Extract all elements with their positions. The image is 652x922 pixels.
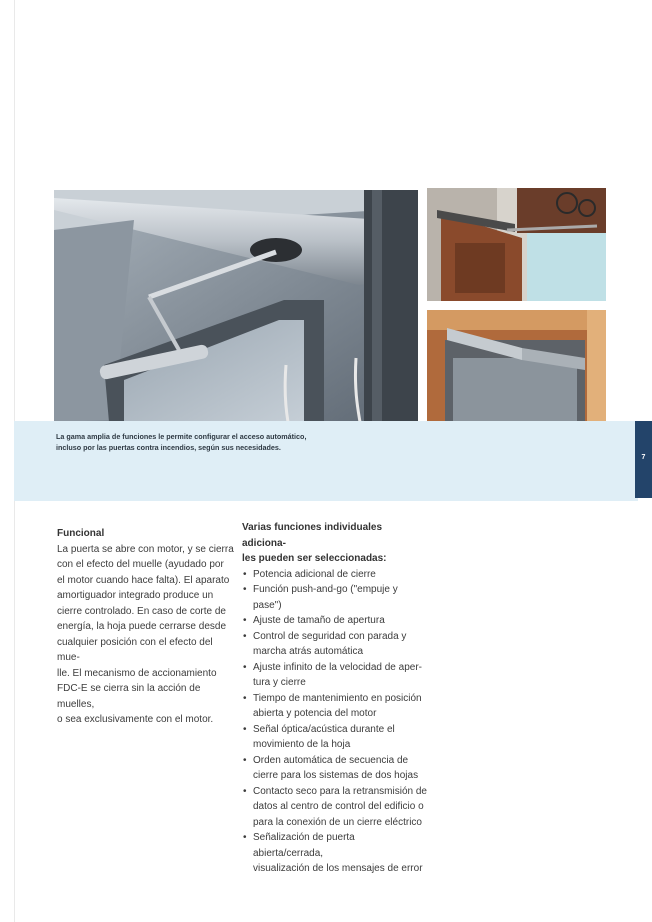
list-item: • Control de seguridad con parada y marcha atrás automática (242, 629, 427, 660)
funcional-heading: Funcional (57, 528, 105, 539)
funcional-line: energía, la hoja puede cerrarse desde (57, 621, 227, 632)
list-item: • Orden automática de secuencia de cierre para los sistemas de dos hojas (242, 753, 427, 784)
funcional-line: cualquier posición con el efecto del mue- (57, 636, 213, 663)
photo-caption (56, 432, 356, 453)
wooden-door-photo (427, 188, 606, 301)
funcional-line: FDC-E se cierra sin la acción de muelles, (57, 683, 201, 710)
funciones-heading: les pueden ser seleccionadas: (242, 553, 387, 564)
double-door-photo (427, 310, 606, 422)
funcional-line: lle. El mecanismo de accionamiento (57, 667, 217, 679)
funcional-line: amortiguador integrado produce un (57, 590, 214, 601)
list-item: • Potencia adicional de cierre (242, 567, 427, 583)
funcional-line: La puerta se abre con motor, y se cierra (57, 543, 234, 555)
list-item: • Ajuste infinito de la velocidad de aper- tura y cierre (242, 660, 427, 691)
list-item: • Contacto seco para la retransmisión de datos al centro de control del edificio o para la conexión de un cierre eléctrico (242, 784, 427, 831)
funcional-line: con el efecto del muelle (ayudado por (57, 559, 224, 570)
list-item: • Señal óptica/acústica durante el movimiento de la hoja (242, 722, 427, 753)
caption-line: incluso por las puertas contra incendios, según sus necesidades. (56, 442, 281, 452)
funcional-line: cierre controlado. En caso de corte de (57, 605, 226, 617)
funciones-section (242, 520, 427, 877)
list-item: • Tiempo de mantenimiento en posición abierta y potencia del motor (242, 691, 427, 722)
funcional-section (57, 526, 237, 728)
door-closer-photo (54, 190, 418, 422)
list-item: • Señalización de puerta abierta/cerrada, visualización de los mensajes de error (242, 830, 427, 877)
funcional-line: o sea exclusivamente con el motor. (57, 714, 214, 725)
list-item: • Función push-and-go ("empuje y pase") (242, 582, 427, 613)
caption-line: La gama amplia de funciones le permite configurar el acceso automático, (56, 432, 307, 441)
funciones-heading: Varias funciones individuales adiciona- (242, 522, 383, 549)
feature-list (242, 567, 427, 877)
funcional-line: el motor cuando hace falta). El aparato (57, 574, 230, 586)
list-item: • Ajuste de tamaño de apertura (242, 613, 427, 629)
page-number: 7 (641, 454, 646, 461)
